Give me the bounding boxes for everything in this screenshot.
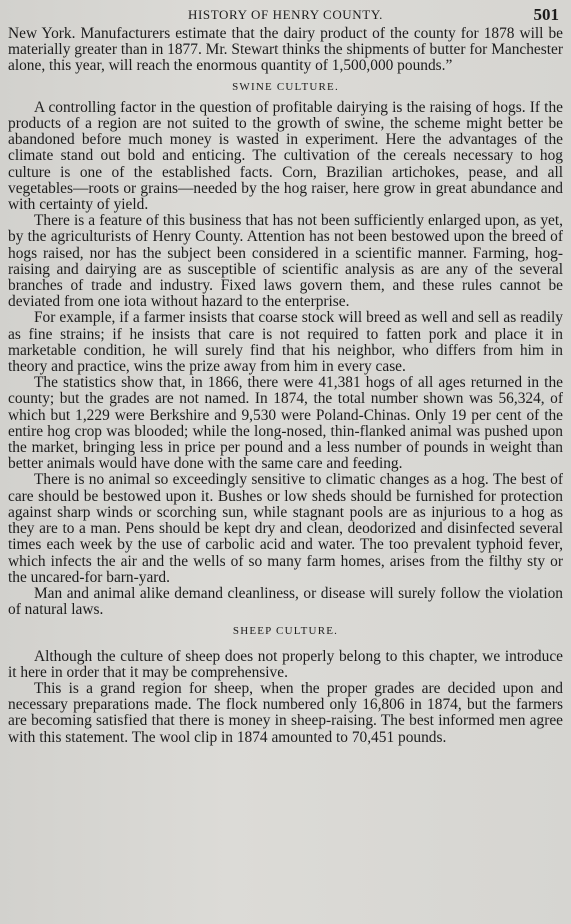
page-number: 501 [533,5,559,24]
running-head [8,4,563,26]
opening-paragraph: New York. Manufacturers estimate that the dairy product of the county for 1878 will be materially greater than in 1877. Mr. Stewart thinks the shipments of butter for Manchester alone, this year, will reach the enormous quantity of 1,500,000 pounds.” [8,25,563,75]
sheep-paragraph-2: This is a grand region for sheep, when the proper grades are decided upon and necessary preparations made. The flock numbered only 16,806 in 1874, but the farmers are becoming satisfied that there is money in sheep-raising. The best informed men agree with this statement. The wool clip in 1874 amounted to 70,451 pounds. [8,679,563,746]
sheep-culture-heading: SHEEP CULTURE. [232,625,339,638]
sheep-paragraph-1: Although the culture of sheep does not properly belong to this chapter, we introduce it here in order that it may be comprehensive. [8,647,563,681]
body-text [8,26,563,746]
swine-paragraph-2: There is a feature of this business that has not been sufficiently enlarged upon, as yet, by the agriculturists of Henry County. Attention has not been bestowed upon the breed of hogs raised, nor has the subject been considered in a scientific manner. Farming, hog-raising and dairying are as susceptible of scientific analysis as are any of the several branches of trade and industry. Fixed laws govern them, and these rules cannot be deviated from one iota without hazard to the enterprise. [8,212,563,311]
swine-paragraph-6: Man and animal alike demand cleanliness, or disease will surely follow the violation of natural laws. [8,584,563,619]
swine-paragraph-4: The statistics show that, in 1866, there were 41,381 hogs of all ages returned in the county; but the grades are not named. In 1874, the total number shown was 56,324, of which but 1,229 were Berkshire and 9,530 were Poland-Chinas. Only 19 per cent of the entire hog crop was blooded; while the long-nosed, thin-flanked animal was pushed upon the market, bringing less in price per pound and a less number of pounds in weight than better animals would have done with the same care and feeding. [8,374,563,473]
running-title: HISTORY OF HENRY COUNTY. [188,7,383,22]
swine-paragraph-3: For example, if a farmer insists that coarse stock will breed as well and sell as readily as fine strains; if he insists that care is not required to fatten pork and place it in marketable condition, he will surely find that his neighbor, who differs from him in theory and practice, wins the prize away from him in every case. [8,309,563,376]
swine-paragraph-1: A controlling factor in the question of profitable dairying is the raising of hogs. If the products of a region are not suited to the growth of swine, the scheme might better be abandoned before much money is wasted in experiment. Here the advantages of the climate stand out bold and enticing. The cultivation of the cereals necessary to hog culture is one of the established facts. Corn, Brazilian artichokes, pease, and all vegetables—roots or grains—needed by the hog raiser, here grow in great abundance and with certainty of yield. [8,98,563,214]
swine-culture-heading: SWINE CULTURE. [232,80,339,93]
swine-paragraph-5: There is no animal so exceedingly sensitive to climatic changes as a hog. The best of care should be bestowed upon it. Bushes or low sheds should be furnished for protection against sharp winds or scorching sun, while stagnant pools are as injurious to a hog as they are to a man. Pens should be kept dry and clean, deodorized and disinfected several times each week by the use of carbolic acid and water. The too prevalent typhoid fever, which infects the air and the wells of so many farm homes, arises from the filthy sty or the uncared-for barn-yard. [8,471,563,586]
